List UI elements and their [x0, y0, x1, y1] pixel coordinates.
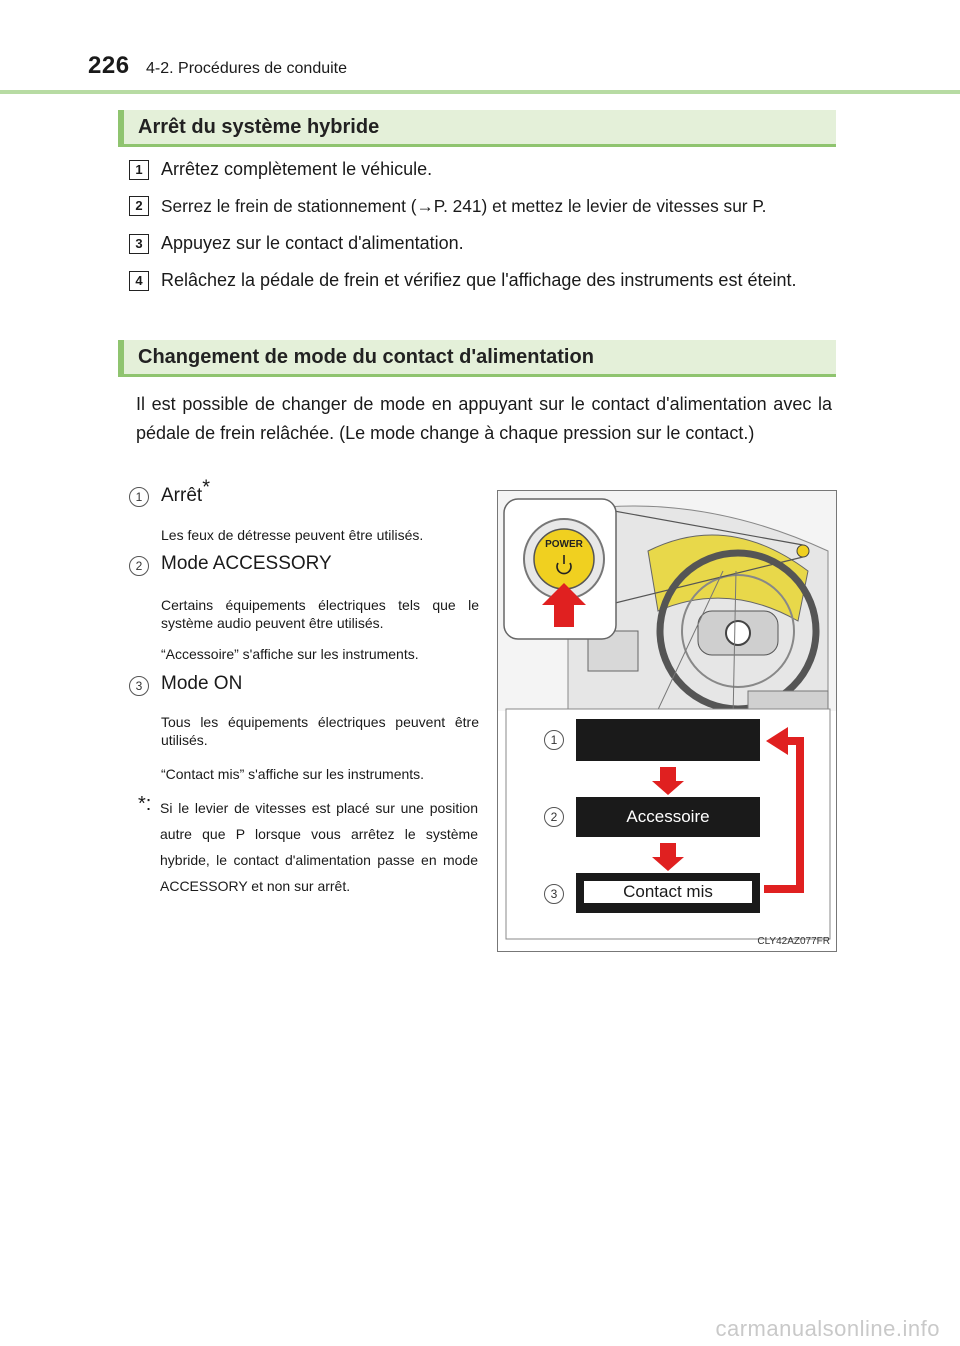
figure-caption: CLY42AZ077FR — [757, 936, 830, 947]
watermark: carmanualsonline.info — [715, 1316, 940, 1341]
state-label-accessory: Accessoire — [626, 807, 710, 826]
state-label-on: Contact mis — [623, 882, 713, 901]
dashboard-figure — [497, 490, 837, 952]
mode-title: Arrêt* — [161, 476, 210, 506]
step-number: 2 — [129, 196, 149, 216]
figure-number: 2 — [544, 807, 564, 827]
step-text: Appuyez sur le contact d'alimentation. — [161, 233, 464, 253]
section-header-power-modes — [118, 340, 836, 377]
step-text: Relâchez la pédale de frein et vérifiez que l'affichage des instruments est éteint. — [161, 270, 797, 290]
footnote-marker: *: — [138, 793, 152, 815]
footnote-text: Si le levier de vitesses est placé sur une position autre que P lorsque vous arrêtez le système hybride, le contact d'alimentation passe en mode ACCESSORY et non sur arrêt. — [160, 800, 478, 894]
mode-description: “Accessoire” s'affiche sur les instruments. — [161, 646, 419, 662]
step-number: 1 — [129, 160, 149, 180]
chapter-title: 4-2. Procédures de conduite — [146, 60, 348, 77]
mode-description: “Contact mis” s'affiche sur les instruments. — [161, 766, 425, 782]
footnote-star: * — [202, 476, 210, 499]
page-number: 226 — [88, 52, 130, 79]
mode-number: 2 — [129, 556, 149, 576]
step-text: Serrez le frein de stationnement (→P. 241) et mettez le levier de vitesses sur P. — [161, 196, 767, 216]
power-button-label: POWER — [545, 539, 583, 550]
section-title: Arrêt du système hybride — [138, 116, 380, 138]
figure-number: 1 — [544, 730, 564, 750]
step-text: Arrêtez complètement le véhicule. — [161, 159, 433, 179]
mode-description: Les feux de détresse peuvent être utilisés. — [161, 527, 424, 543]
section-header-stop-hybrid — [118, 110, 836, 147]
intro-paragraph: Il est possible de changer de mode en appuyant sur le contact d'alimentation avec la pédale de frein relâchée. (Le mode change à chaque pression sur le contact.) — [136, 394, 832, 443]
section-title: Changement de mode du contact d'alimentation — [138, 346, 594, 368]
mode-description: Tous les équipements électriques peuvent être utilisés. — [161, 714, 479, 748]
mode-title: Mode ACCESSORY — [161, 553, 332, 574]
mode-description: Certains équipements électriques tels que le système audio peuvent être utilisés. — [161, 597, 479, 631]
figure-number: 3 — [544, 884, 564, 904]
step-number: 4 — [129, 271, 149, 291]
step-number: 3 — [129, 234, 149, 254]
header-rule — [0, 90, 960, 94]
state-bar-off — [576, 719, 760, 761]
mode-number: 1 — [129, 487, 149, 507]
mode-number: 3 — [129, 676, 149, 696]
mode-title: Mode ON — [161, 673, 243, 694]
